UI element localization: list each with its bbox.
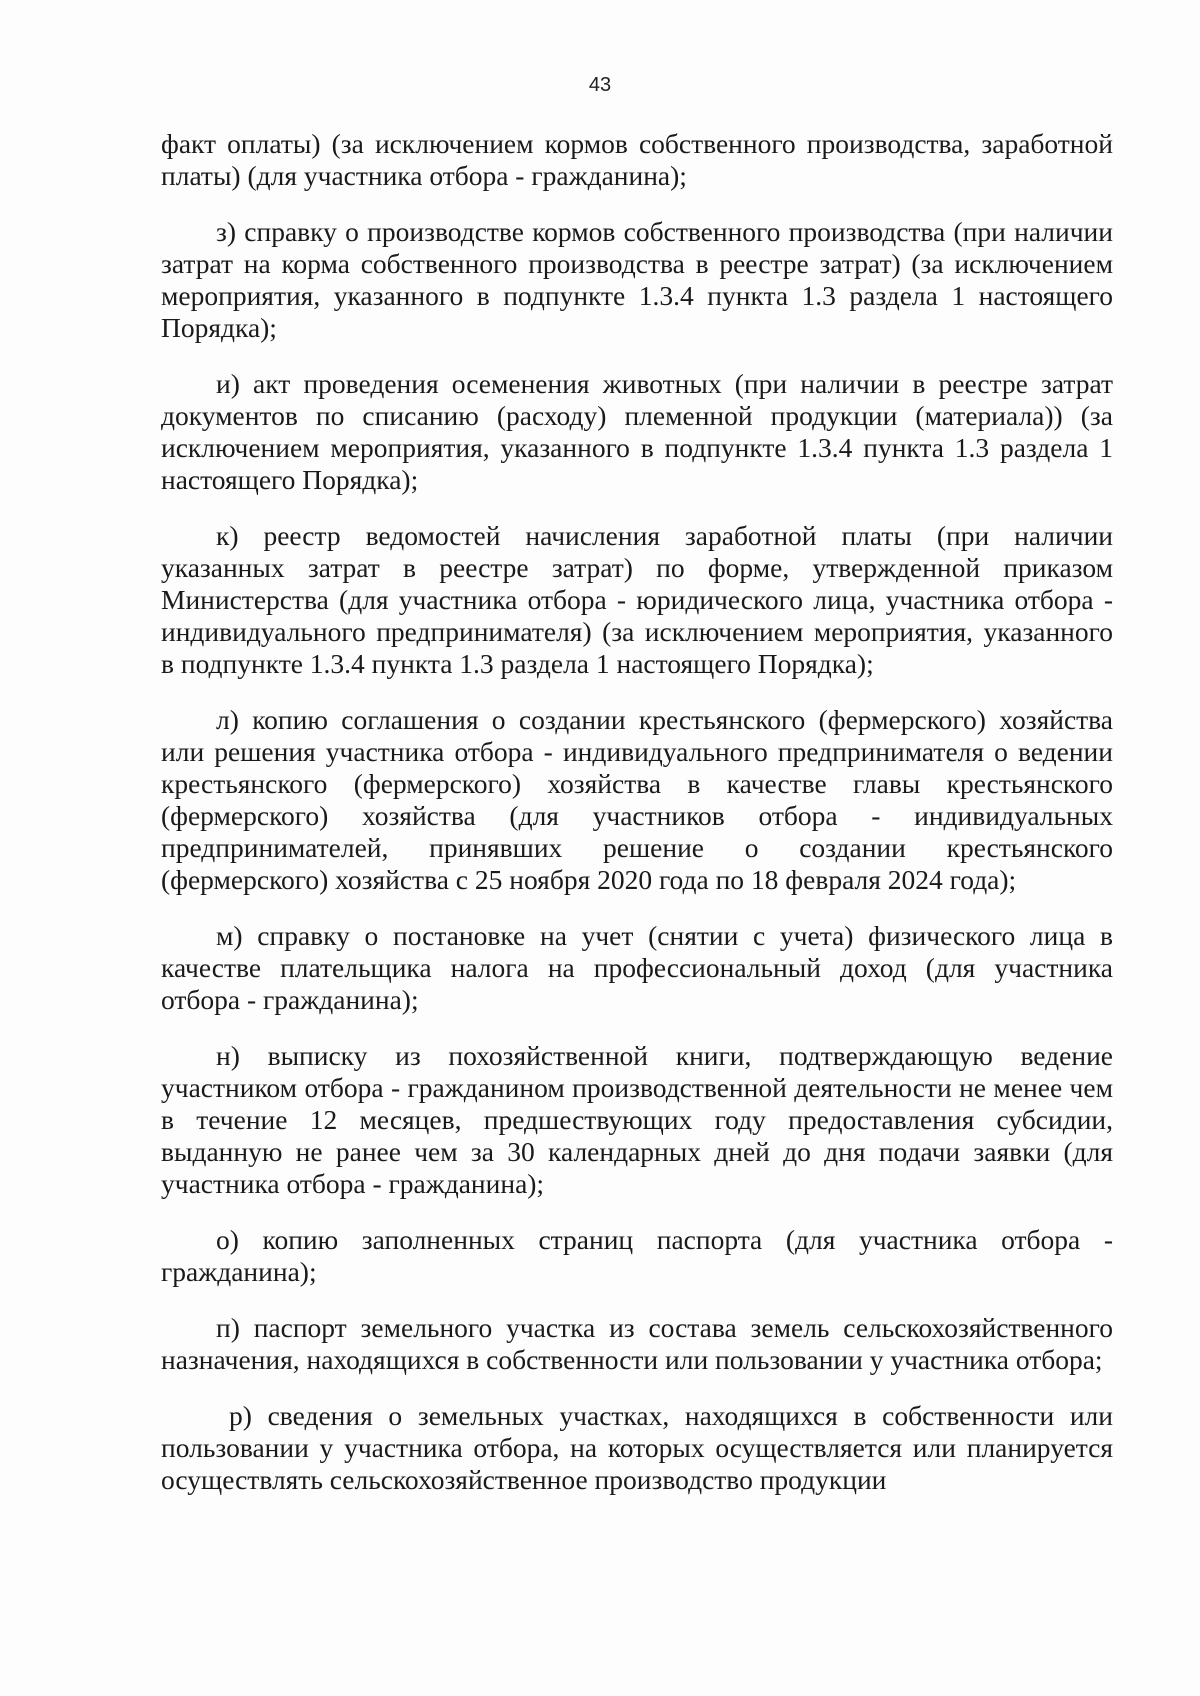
paragraph-l: л) копию соглашения о создании крестьянского (фермерского) хозяйства или решения участника отбора - индивидуального предпринимателя о ведении крестьянского (фермерского) хозяйства в качестве главы крестьянского (фермерского) хозяйства (для участников отбора - индивидуальных предпринимателей, принявших решение о создании крестьянского (фермерского) хозяйства с 25 ноября 2020 года по 18 февраля 2024 года); [161, 704, 1113, 895]
paragraph-n: н) выписку из похозяйственной книги, подтверждающую ведение участником отбора - гражданином производственной деятельности не менее чем в течение 12 месяцев, предшествующих году предоставления субсидии, выданную не ранее чем за 30 календарных дней до дня подачи заявки (для участника отбора - гражданина); [161, 1040, 1113, 1199]
paragraph-z: з) справку о производстве кормов собственного производства (при наличии затрат на корма собственного производства в реестре затрат) (за исключением мероприятия, указанного в подпункте 1.3.4 пункта 1.3 раздела 1 настоящего Порядка); [161, 216, 1113, 343]
paragraph-r: р) сведения о земельных участках, находящихся в собственности или пользовании у участника отбора, на которых осуществляется или планируется осуществлять сельскохозяйственное производство продукции [161, 1400, 1113, 1495]
page-number: 43 [588, 74, 612, 96]
paragraph-p: п) паспорт земельного участка из состава земель сельскохозяйственного назначения, находящихся в собственности или пользовании у участника отбора; [161, 1312, 1113, 1375]
paragraph-i: и) акт проведения осеменения животных (при наличии в реестре затрат документов по списанию (расходу) племенной продукции (материала)) (за исключением мероприятия, указанного в подпункте 1.3.4 пункта 1.3 раздела 1 настоящего Порядка); [161, 368, 1113, 495]
document-body [161, 128, 1113, 1520]
paragraph-k: к) реестр ведомостей начисления заработной платы (при наличии указанных затрат в реестре затрат) по форме, утвержденной приказом Министерства (для участника отбора - юридического лица, участника отбора - индивидуального предпринимателя) (за исключением мероприятия, указанного в подпункте 1.3.4 пункта 1.3 раздела 1 настоящего Порядка); [161, 520, 1113, 679]
paragraph-o: о) копию заполненных страниц паспорта (для участника отбора - гражданина); [161, 1224, 1113, 1287]
paragraph-m: м) справку о постановке на учет (снятии с учета) физического лица в качестве плательщика налога на профессиональный доход (для участника отбора - гражданина); [161, 920, 1113, 1015]
paragraph-continuation: факт оплаты) (за исключением кормов собственного производства, заработной платы) (для участника отбора - гражданина); [161, 128, 1113, 191]
